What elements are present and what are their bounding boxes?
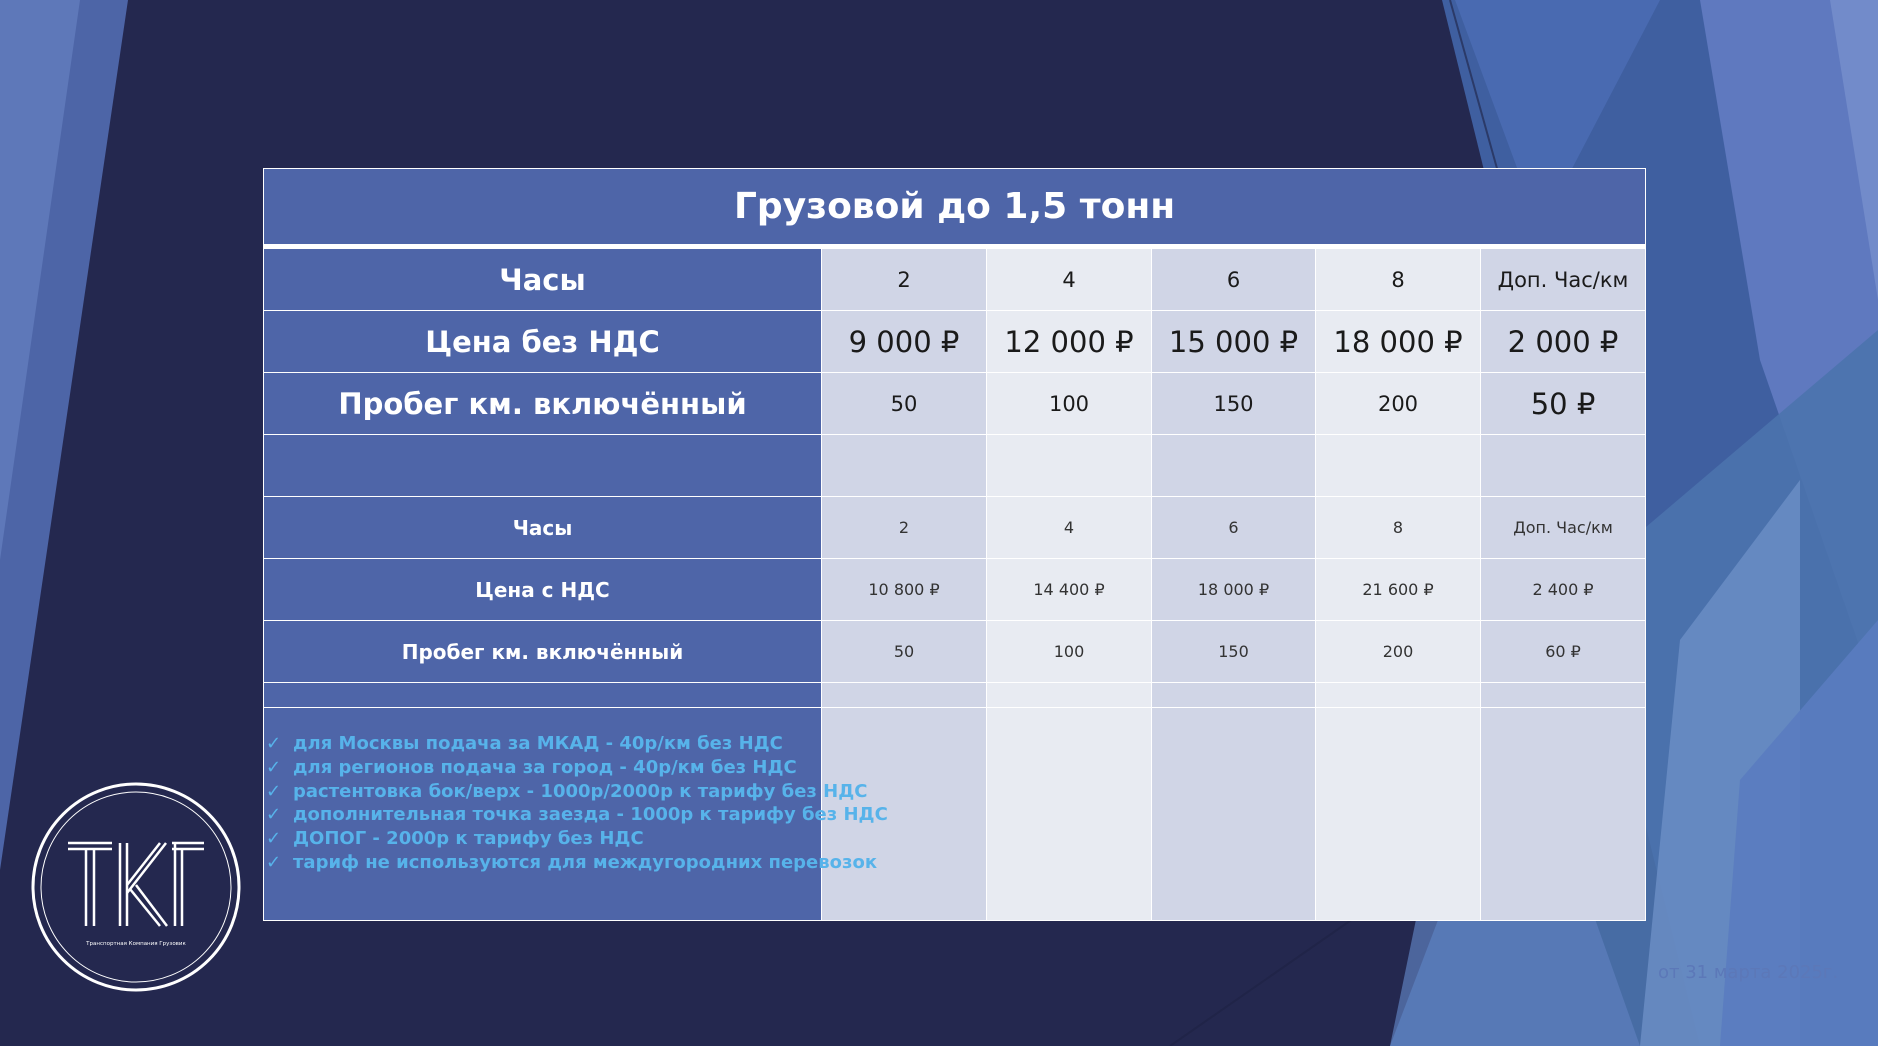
notes-cell (264, 708, 888, 921)
spacer-cell (822, 683, 987, 708)
note-text: для Москвы подача за МКАД - 40р/км без НДС (293, 733, 783, 754)
list-item (264, 732, 821, 756)
company-logo (30, 781, 242, 993)
vat-mileage-cell: 50 (822, 621, 987, 683)
vat-price-cell-extra: 2 400 ₽ (1481, 559, 1646, 621)
tariff-table (263, 168, 1646, 921)
logo-caption: Транспортная Компания Грузовик (86, 941, 186, 947)
mileage-cell: 100 (987, 373, 1152, 435)
check-icon: ✓ (266, 780, 282, 802)
mileage-cell: 200 (1316, 373, 1481, 435)
notes-list (264, 732, 888, 875)
list-item (264, 851, 878, 875)
price-label: Цена без НДС (264, 311, 822, 373)
note-text: тариф не используются для междугородних перевозок (293, 851, 878, 873)
mileage-cell-extra: 50 ₽ (1481, 373, 1646, 435)
vat-mileage-label: Пробег км. включённый (264, 621, 822, 683)
hours-label: Часы (264, 247, 822, 311)
spacer-cell (987, 683, 1152, 708)
vat-mileage-cell-extra: 60 ₽ (1481, 621, 1646, 683)
notes-empty-cell (1152, 708, 1316, 921)
spacer-cell (1316, 683, 1481, 708)
vat-hours-cell: 8 (1316, 497, 1481, 559)
check-icon: ✓ (266, 733, 282, 754)
vat-hours-cell-extra: Доп. Час/км (1481, 497, 1646, 559)
vat-hours-cell: 4 (987, 497, 1152, 559)
list-item (264, 827, 821, 851)
vat-hours-cell: 6 (1152, 497, 1316, 559)
price-cell-extra: 2 000 ₽ (1481, 311, 1646, 373)
notes-empty-cell (1481, 708, 1646, 921)
date-label: от 31 марта 2025г. (1658, 962, 1839, 983)
vat-price-cell: 18 000 ₽ (1152, 559, 1316, 621)
list-item (264, 803, 888, 827)
check-icon: ✓ (266, 804, 282, 826)
check-icon: ✓ (266, 851, 282, 873)
price-cell: 15 000 ₽ (1152, 311, 1316, 373)
note-text: растентовка бок/верх - 1000р/2000р к тарифу без НДС (293, 780, 868, 802)
hours-cell: 2 (822, 247, 987, 311)
vat-price-cell: 21 600 ₽ (1316, 559, 1481, 621)
vat-price-cell: 10 800 ₽ (822, 559, 987, 621)
note-text: для регионов подача за город - 40р/км без НДС (293, 756, 797, 778)
mileage-cell: 150 (1152, 373, 1316, 435)
hours-cell: 8 (1316, 247, 1481, 311)
hours-cell: 6 (1152, 247, 1316, 311)
spacer-cell (822, 435, 987, 497)
notes-empty-cell (1316, 708, 1481, 921)
spacer-cell (1481, 435, 1646, 497)
price-cell: 9 000 ₽ (822, 311, 987, 373)
check-icon: ✓ (266, 828, 282, 850)
list-item (264, 756, 821, 780)
hours-cell-extra: Доп. Час/км (1481, 247, 1646, 311)
check-icon: ✓ (266, 756, 282, 778)
notes-empty-cell (987, 708, 1152, 921)
hours-cell: 4 (987, 247, 1152, 311)
list-item (264, 780, 868, 804)
spacer-cell (987, 435, 1152, 497)
vat-hours-label: Часы (264, 497, 822, 559)
vat-mileage-cell: 150 (1152, 621, 1316, 683)
table-title: Грузовой до 1,5 тонн (264, 169, 1646, 247)
mileage-cell: 50 (822, 373, 987, 435)
note-text: дополнительная точка заезда - 1000р к тарифу без НДС (293, 804, 888, 826)
vat-price-cell: 14 400 ₽ (987, 559, 1152, 621)
vat-hours-cell: 2 (822, 497, 987, 559)
spacer-cell (1152, 435, 1316, 497)
spacer-cell (264, 683, 822, 708)
spacer-cell (264, 435, 822, 497)
vat-mileage-cell: 200 (1316, 621, 1481, 683)
vat-mileage-cell: 100 (987, 621, 1152, 683)
note-text: ДОПОГ - 2000р к тарифу без НДС (293, 828, 644, 850)
price-cell: 12 000 ₽ (987, 311, 1152, 373)
spacer-cell (1152, 683, 1316, 708)
price-cell: 18 000 ₽ (1316, 311, 1481, 373)
spacer-cell (1316, 435, 1481, 497)
spacer-cell (1481, 683, 1646, 708)
vat-price-label: Цена с НДС (264, 559, 822, 621)
mileage-label: Пробег км. включённый (264, 373, 822, 435)
